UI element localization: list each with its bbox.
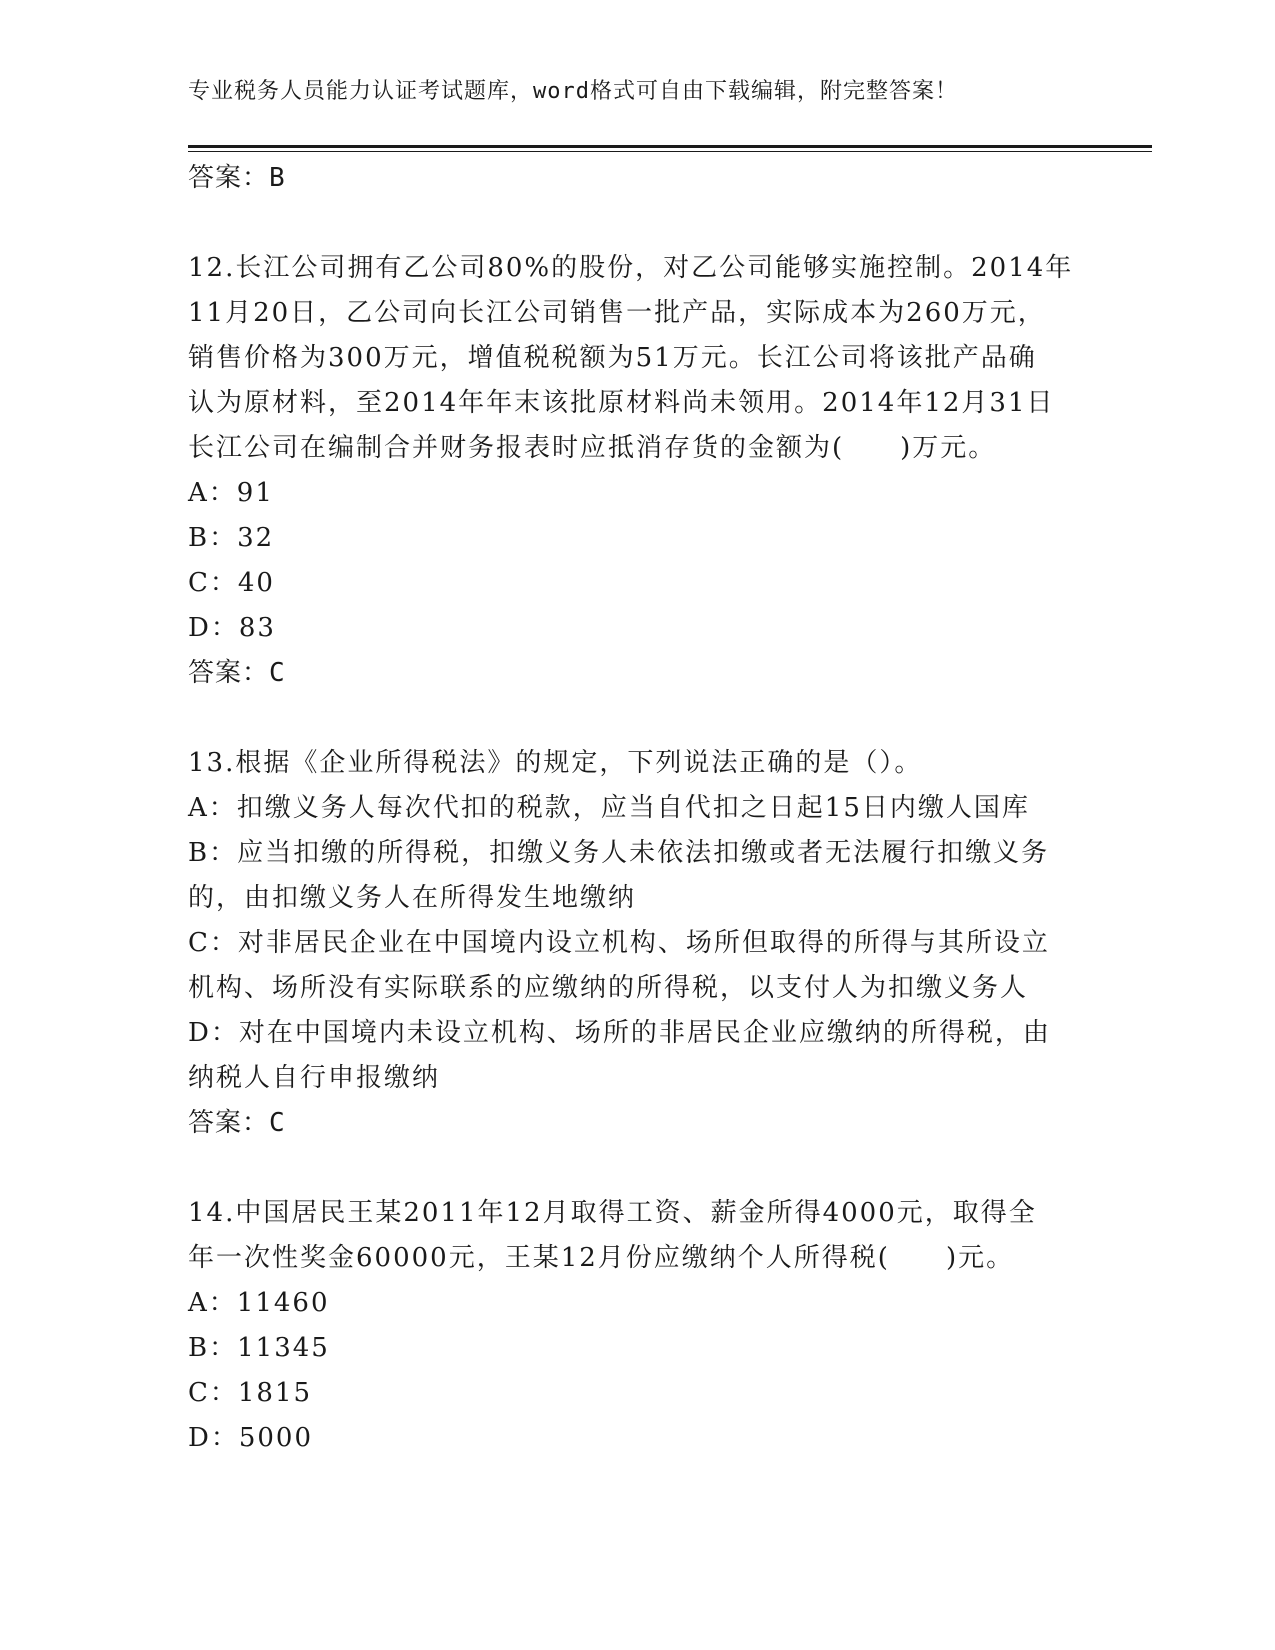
option-c: C：1815: [188, 1378, 313, 1408]
option-b: B：11345: [188, 1333, 330, 1363]
option-a: A：扣缴义务人每次代扣的税款，应当自代扣之日起15日内缴人国库: [188, 793, 1030, 823]
option-d: D：5000: [188, 1423, 314, 1453]
question-stem-line: 11月20日，乙公司向长江公司销售一批产品，实际成本为260万元，: [188, 298, 1046, 328]
option-b-continued: 的，由扣缴义务人在所得发生地缴纳: [188, 883, 637, 913]
question-answer: 答案：C: [188, 658, 286, 688]
question-stem-line: 长江公司在编制合并财务报表时应抵消存货的金额为( )万元。: [188, 433, 997, 463]
page-header: 专业税务人员能力认证考试题库，word格式可自由下载编辑，附完整答案！: [188, 79, 958, 104]
question-stem-line: 13.根据《企业所得税法》的规定，下列说法正确的是（）。: [188, 748, 923, 778]
option-a: A：91: [188, 478, 274, 508]
option-d: D：83: [188, 613, 276, 643]
option-d-continued: 纳税人自行申报缴纳: [188, 1063, 441, 1093]
option-c-continued: 机构、场所没有实际联系的应缴纳的所得税，以支付人为扣缴义务人: [188, 973, 1029, 1003]
question-14: [188, 1191, 1088, 1461]
option-a: A：11460: [188, 1288, 330, 1318]
previous-answer: 答案：B: [188, 163, 286, 193]
question-answer: 答案：C: [188, 1108, 286, 1138]
header-rule-thick: [188, 145, 1152, 148]
spacer: [188, 201, 1088, 246]
option-c: C：40: [188, 568, 275, 598]
question-stem-line: 认为原材料，至2014年年末该批原材料尚未领用。2014年12月31日: [188, 388, 1055, 418]
question-content: [188, 156, 1088, 1461]
option-b: B：应当扣缴的所得税，扣缴义务人未依法扣缴或者无法履行扣缴义务: [188, 838, 1050, 868]
spacer: [188, 696, 1088, 741]
question-13: [188, 741, 1088, 1146]
spacer: [188, 1146, 1088, 1191]
question-stem-line: 14.中国居民王某2011年12月取得工资、薪金所得4000元，取得全: [188, 1198, 1037, 1228]
option-d: D：对在中国境内未设立机构、场所的非居民企业应缴纳的所得税，由: [188, 1018, 1051, 1048]
header-rule-thin: [188, 151, 1152, 152]
option-b: B：32: [188, 523, 275, 553]
question-stem-line: 销售价格为300万元，增值税税额为51万元。长江公司将该批产品确: [188, 343, 1037, 373]
option-c: C：对非居民企业在中国境内设立机构、场所但取得的所得与其所设立: [188, 928, 1050, 958]
question-12: [188, 246, 1088, 696]
question-stem-line: 12.长江公司拥有乙公司80%的股份，对乙公司能够实施控制。2014年: [188, 253, 1074, 283]
question-stem-line: 年一次性奖金60000元，王某12月份应缴纳个人所得税( )元。: [188, 1243, 1015, 1273]
